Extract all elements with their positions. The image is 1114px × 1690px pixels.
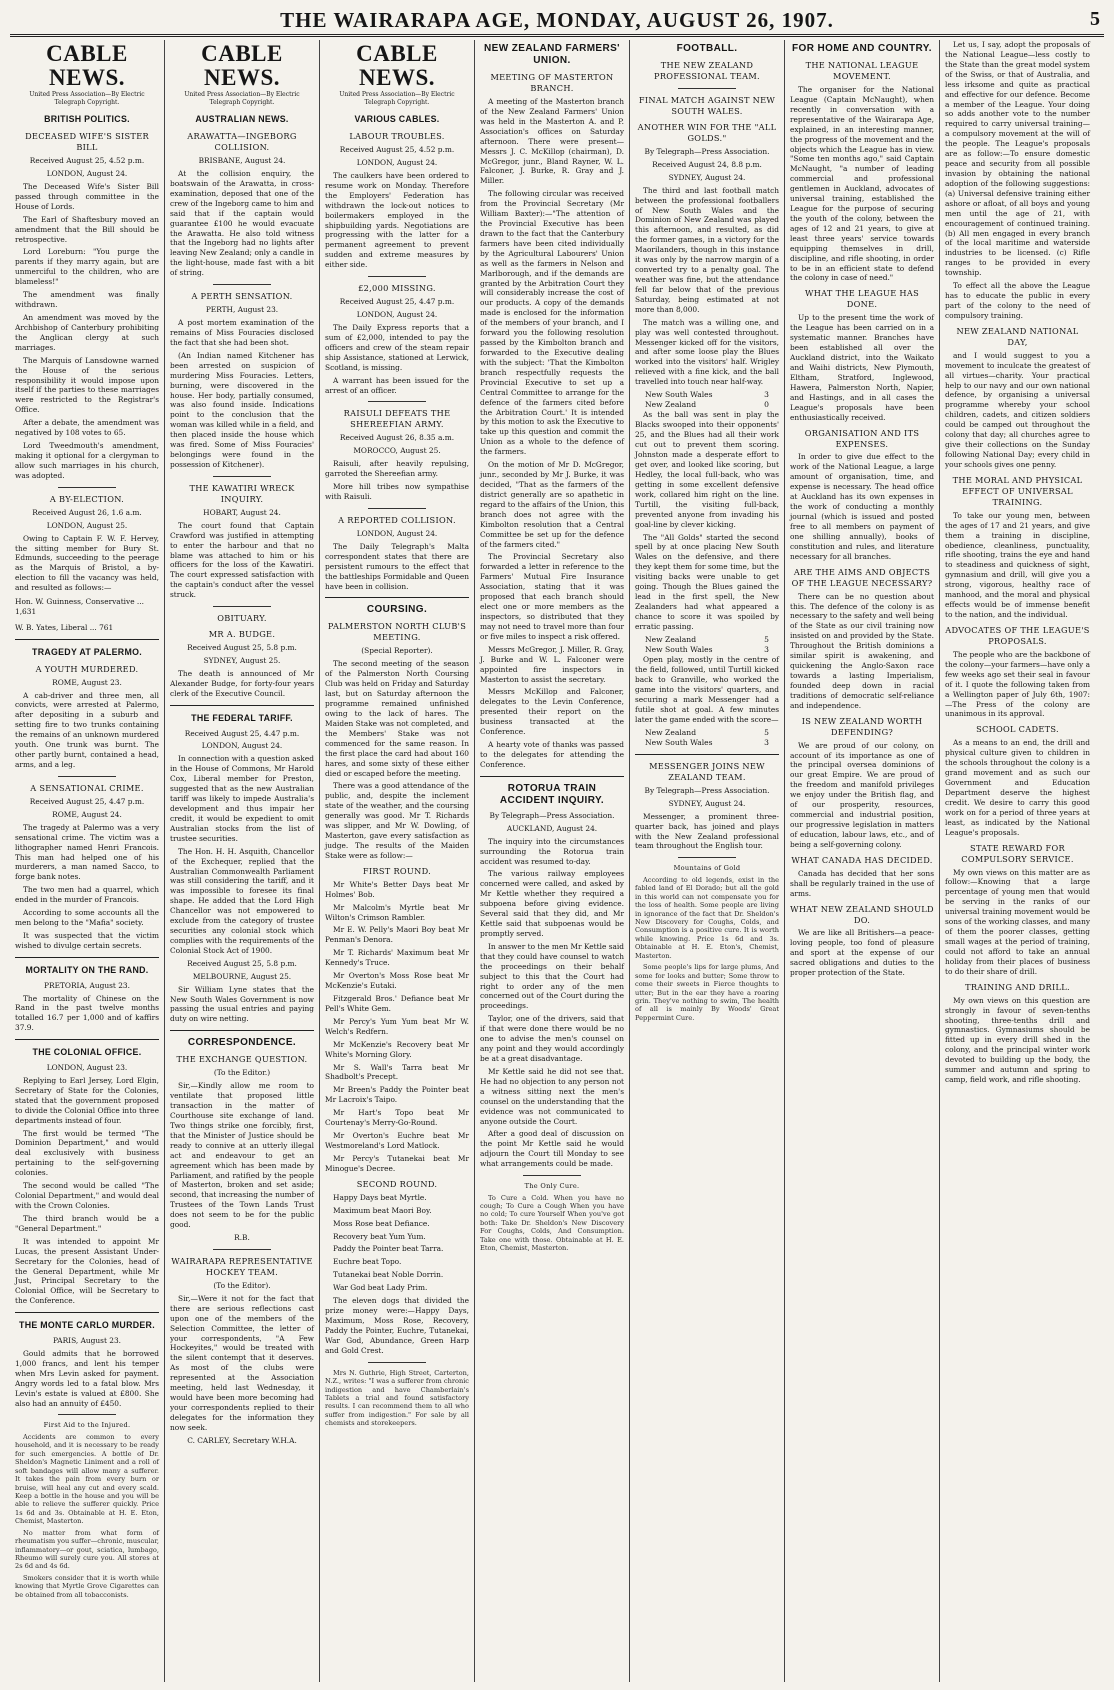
dateline: MELBOURNE, August 25.	[192, 971, 292, 981]
advert-text: According to old legends, exist in the fabled land of El Dorado; but all the gold in this world can not compensate you for the loss of health. Some people are living in ignorance of the fact that Dr. Sheldon's New Discovery for Coughs, Colds, and Consumption is a positive cure. It is worth while knowing. Price 1s 6d and 3s. Obtainable at H. E. Eton's, Chemist, Masterton.	[635, 875, 779, 960]
credit-line: United Press Association—By Electric Telegraph Copyright.	[339, 91, 455, 107]
dateline: LONDON, August 23.	[46, 1063, 128, 1072]
team-name: New South Wales	[645, 390, 713, 400]
received-line: Received August 25, 5.8 p.m.	[187, 958, 297, 968]
list-item: Maximum beat Maori Boy.	[333, 1205, 432, 1215]
column-heading: CABLE NEWS.	[201, 41, 283, 91]
section-heading: FOR HOME AND COUNTRY.	[792, 43, 932, 54]
advert-title: Mountains of Gold	[673, 864, 741, 873]
divider	[213, 1249, 271, 1250]
newspaper-title: THE WAIRARAPA AGE, MONDAY, AUGUST 26, 1907.	[280, 7, 834, 32]
list-item: Mr Malcolm's Myrtle beat Mr Wilton's Crimson Rambler.	[325, 902, 469, 922]
masthead	[10, 6, 1104, 37]
team-score: 3	[764, 737, 769, 747]
paragraph: To take our young men, between the ages of 17 and 21 years, and give them a training in discipline, obedience, cleanliness, punctuality, rifle shooting, trains the eye and hand to steadiness and quickness of sight, gymnasium and drill, will give you a strong, vigorous, healthy race of manhood, and the moral and physical effects would be of immense benefit to the nation, and the individual.	[945, 510, 1090, 620]
divider	[15, 639, 159, 640]
paragraph: A meeting of the Masterton branch of the New Zealand Farmers' Union was held in the Masterton A. and P. Association's offices on Saturday afternoon. There were present—Messrs J. C. McKillop (chairman), D. McGregor, junr., Bland Rayner, W. L. Falconer, J. Burke, R. Gray and J. Miller.	[480, 96, 624, 186]
story-title: A REPORTED COLLISION.	[338, 514, 456, 525]
dateline: AUCKLAND, August 24.	[506, 823, 598, 833]
received-line: Received August 26, 8.35 a.m.	[339, 433, 455, 443]
dateline: PARIS, August 23.	[52, 1335, 122, 1345]
paragraph: My own views on this question are strongly in favour of seven-tenths shooting, three-tenths drill and gymnastics. Gymnasiums should be fitted up in every drill shed in the colony, and the principal winter work devoted to building up the body, the summer and autumn and spring to camp, field work, and rifle shooting.	[945, 995, 1090, 1085]
received-line: Received August 25, 5.8 p.m.	[187, 643, 297, 653]
story-title: WHAT NEW ZEALAND SHOULD DO.	[790, 903, 934, 925]
dateline: MOROCCO, August 25.	[353, 446, 441, 456]
paragraph: The match was a willing one, and play was well contested throughout. Messenger kicked off for the visitors, and after some loose play the Blues worked into the visitors' half. Wrigley relieved with a fine kick, and the ball travelled into touch near half-way.	[635, 317, 779, 387]
paragraph: The tragedy at Palermo was a very sensational crime. The victim was a lithographer named Henri Francois. This man had helped one of his murderers, a man named Sacco, to forge bank notes.	[15, 822, 159, 882]
team-score: 3	[764, 644, 769, 654]
list-item: War God beat Lady Prim.	[333, 1283, 428, 1293]
score-line	[635, 390, 779, 400]
column-1	[10, 40, 165, 1682]
story-subtitle: THE NATIONAL LEAGUE MOVEMENT.	[805, 60, 919, 81]
section-heading: VARIOUS CABLES.	[354, 114, 440, 125]
credit-line: United Press Association—By Electric Telegraph Copyright.	[29, 91, 145, 107]
list-item: Mr McKenzie's Recovery beat Mr White's Morning Glory.	[325, 1039, 469, 1059]
paragraph: and I would suggest to you a movement to inculcate the greatest of all virtues—charity. Your practical help to our navy and our own national defence, by organising a universal programme whereby your school children, cadets, and citizen soldiers could be camped out throughout the colony that day; all churches agree to give their collections on the Sunday following National Day; every child in your schools gives one penny.	[945, 350, 1090, 469]
section-heading: AUSTRALIAN NEWS.	[195, 114, 289, 125]
byline: By Telegraph—Press Association.	[644, 785, 770, 795]
dateline: SYDNEY, August 25.	[203, 656, 281, 666]
received-line: Received August 25, 4.47 p.m.	[29, 796, 145, 806]
paragraph: The court found that Captain Crawford was justified in attempting to enter the harbour and that no blame was attached to him or his officers for the loss of the Kawatiri. The court expressed satisfaction with the captain's conduct after the vessel struck.	[170, 520, 314, 600]
divider	[635, 754, 779, 755]
paragraph: A warrant has been issued for the arrest of an officer.	[325, 375, 469, 395]
column-heading: CABLE NEWS.	[46, 41, 128, 91]
paragraph: The third branch would be a "General Department."	[15, 1213, 159, 1233]
divider	[678, 857, 736, 858]
paragraph: There was a good attendance of the public, and, despite the inclement state of the weather, and the coursing generally was good. Mr T. Richards was slipper, and Mr W. Dowling, of Masterton, gave every satisfaction as judge. The results of the Maiden Stake were as follow:—	[325, 781, 469, 860]
divider	[368, 1362, 426, 1363]
story-title: LABOUR TROUBLES.	[349, 131, 445, 142]
dateline: HOBART, August 24.	[203, 507, 281, 517]
paragraph: The people who are the backbone of the colony—your farmers—have only a few weeks ago set their seal in favour of it. I quote the following taken from a Wellington paper of July 6th, 1907:—The Press of the colony are unanimous in its approval.	[945, 649, 1090, 719]
round-heading: FIRST ROUND.	[362, 865, 432, 876]
election-result: W. B. Yates, Liberal ... 761	[15, 622, 114, 632]
list-item: Recovery beat Yum Yum.	[333, 1231, 426, 1241]
story-title: A PERTH SENSATION.	[191, 291, 293, 302]
paragraph: The Marquis of Lansdowne warned the House of the serious responsibility it would impose upon itself if the parties to these marriages were restricted to the Registrar's Office.	[15, 355, 159, 415]
advert-text: Smokers consider that it is worth while knowing that Myrtle Grove Cigarettes can be obtained from all tobacconists.	[15, 1573, 159, 1599]
divider	[480, 776, 624, 777]
column-6	[785, 40, 940, 1682]
dateline: LONDON, August 24.	[356, 528, 438, 538]
paragraph: We are like all Britishers—a peace-loving people, too fond of pleasure and sport at the expense of our sacred obligations and duties to the proper protection of the State.	[790, 928, 934, 978]
column-5	[630, 40, 785, 1682]
advert-text: To Cure a Cold. When you have no cough; To Cure a Cough When you have no cold; To cure Yourself When you've got both: Take Dr. Sheldon's New Discovery For Coughs, Colds, And Consumption. Take one with those. Obtainable at H. E. Eton, Chemist, Masterton.	[480, 1193, 624, 1253]
team-score: 3	[764, 390, 769, 400]
divider	[368, 401, 426, 402]
paragraph: According to some accounts all the men belong to the "Mafia" society.	[15, 908, 159, 928]
paragraph: Lord Loreburn: "You purge the parents if they marry again, but are unmerciful to the children, who are blameless!"	[15, 247, 159, 287]
paragraph: On the motion of Mr D. McGregor, junr., seconded by Mr J. Burke, it was decided, "That as the farmers of the district generally are so apathetic in regard to the affairs of the Union, this branch does not agree with the Kimbolton resolution that a Central Committee be set up for the defence of the farmers cited."	[480, 460, 624, 549]
paragraph: The "All Golds" started the second spell by at once placing New South Wales on the defensive, and there they kept them for some time, but the visiting backs were unable to get going. Though the Blues gained the lead in the first spell, the New Zealanders had what appeared a chance to score it was spoiled by erratic passing.	[635, 532, 779, 631]
story-title: IS NEW ZEALAND WORTH DEFENDING?	[801, 715, 923, 737]
section-heading: NEW ZEALAND FARMERS' UNION.	[484, 43, 620, 66]
story-title: WHAT CANADA HAS DECIDED.	[791, 854, 933, 865]
story-title: STATE REWARD FOR COMPULSORY SERVICE.	[961, 842, 1074, 864]
divider	[15, 1312, 159, 1313]
paragraph: The various railway employees concerned were called, and asked by Mr Kettle whether they required a subpoena before giving evidence. Several said that they did, and Mr Kettle said that subpoenas would be promptly served.	[480, 869, 624, 938]
dateline: LONDON, August 24.	[356, 310, 438, 320]
team-score: 0	[764, 400, 769, 410]
columns	[10, 40, 1104, 1682]
column-7	[940, 40, 1095, 1682]
paragraph: As a means to an end, the drill and physical culture given to children in the schools throughout the colony is a grand movement and as such our Government and Education Department deserve the highest credit. We desire to carry this good work on for a period of three years at least, as indicated by the National League's proposals.	[945, 738, 1090, 837]
divider	[15, 957, 159, 958]
story-title: ADVOCATES OF THE LEAGUE'S PROPOSALS.	[945, 624, 1090, 646]
story-title: NEW ZEALAND NATIONAL DAY,	[956, 325, 1079, 347]
list-item: Tutanekai beat Noble Dorrin.	[333, 1270, 444, 1280]
dateline: LONDON, August 24.	[356, 158, 438, 168]
list-item: Mr Overton's Moss Rose beat Mr McKenzie's Eutaki.	[325, 971, 469, 991]
column-heading: CABLE NEWS.	[356, 41, 438, 91]
list-item: Mr Percy's Tutanekai beat Mr Minogue's Decree.	[325, 1153, 469, 1173]
story-title: ARAWATTA—INGEBORG COLLISION.	[187, 131, 297, 153]
advert-text: No matter from what form of rheumatism you suffer—chronic, muscular, inflammatory—or gout, sciatica, lumbago, Rheumo will surely cure you. All stores at 2s 6d and 4s 6d.	[15, 1528, 159, 1571]
dateline: LONDON, August 24.	[201, 741, 283, 751]
reporter-note: (Special Reporter).	[361, 646, 433, 656]
received-line: Received August 26, 1.6 a.m.	[32, 507, 142, 517]
list-item: Mr S. Wall's Tarra beat Mr Shadbolt's Precept.	[325, 1062, 469, 1082]
column-3	[320, 40, 475, 1682]
paragraph: After a good deal of discussion on the point Mr Kettle said he would adjourn the Court till Monday to see what arrangements could be made.	[480, 1129, 624, 1169]
paragraph: It was intended to appoint Mr Lucas, the present Assistant Under-Secretary for the Colonies, head of the General Department, while Mr Just, Principal Secretary to the Colonial Office, will be Secretary to the Conference.	[15, 1236, 159, 1306]
section-heading: THE MONTE CARLO MURDER.	[19, 1320, 155, 1331]
paragraph: The third and last football match between the professional footballers of New South Wales and the Dominion of New Zealand was played this afternoon, and resulted, as did the former games, in a victory for the Maorilanders, though in this instance it was only by the narrow margin of a converted try to a penalty goal. The weather was fine, but the attendance fell far below that of the previous Saturday, being estimated at not more than 8,000.	[635, 185, 779, 314]
story-title: SCHOOL CADETS.	[976, 724, 1059, 735]
story-subtitle: ANOTHER WIN FOR THE "ALL GOLDS."	[637, 121, 777, 143]
paragraph: (An Indian named Kitchener has been arrested on suspicion of murdering Miss Fouracies. Letters, burning, were discovered in the house. Her body, partially consumed, was also found inside. Indications point to the conclusion that the woman was killed while in a field, and then placed inside the house which was fired. Some of Miss Fouracies' belongings were found in the possession of Kitchener).	[170, 350, 314, 469]
paragraph: The organiser for the National League (Captain McNaught), when recently in conversation with a representative of the Wairarapa Age, explained, in an interesting manner, the progress of the movement and the objects which the League has in view. "Some ten months ago," said Captain McNaught, "a number of leading commercial and professional gentlemen in Auckland, advocates of universal training, established the League for the purpose of securing the youth of the colony, between the ages of 12 and 21 years, to give at least three years' service towards equipping themselves in drill, discipline, and rifle shooting, in order to be in an efficient state to defend the colony in case of need."	[790, 84, 934, 283]
paragraph: More hill tribes now sympathise with Raisuli.	[325, 482, 469, 502]
section-heading: FOOTBALL.	[676, 43, 738, 54]
score-line	[635, 635, 779, 645]
paragraph: The Earl of Shaftesbury moved an amendment that the Bill should be retrospective.	[15, 214, 159, 244]
list-item: Euchre beat Topo.	[333, 1257, 402, 1267]
paragraph: After a debate, the amendment was negatived by 108 votes to 65.	[15, 418, 159, 438]
list-item: Happy Days beat Myrtle.	[333, 1192, 427, 1202]
dateline: BRISBANE, August 24.	[198, 156, 286, 166]
paragraph: The inquiry into the circumstances surrounding the Rotorua train accident was resumed to-day.	[480, 836, 624, 866]
paragraph: The Daily Express reports that a sum of £2,000, intended to pay the officers and crew of the steam repair ship Assistance, stationed at Lerwick, Scotland, is missing.	[325, 323, 469, 372]
story-title: A BY-ELECTION.	[49, 493, 125, 504]
paragraph: Raisuli, after heavily repulsing, garroted the Shereefian army.	[325, 459, 469, 479]
paragraph: We are proud of our colony, on account of its importance as one of the principal oversea dominions of our great Empire. We are proud of the freedom and manifold privileges we enjoy under the British flag, and of our prosperity, resources, commercial and industrial position, our progressive legislation in matters of education, labour laws, etc., and of being a self-governing colony.	[790, 740, 934, 849]
divider	[678, 88, 736, 89]
story-title: WAIRARAPA REPRESENTATIVE HOCKEY TEAM.	[171, 1255, 313, 1277]
divider	[213, 606, 271, 607]
divider	[368, 508, 426, 509]
dateline: SYDNEY, August 24.	[668, 172, 746, 182]
paragraph: Up to the present time the work of the League has been carried on in a systematic manner. Branches have been established all over the Auckland district, into the Waikato and Waihi districts, New Plymouth, Eltham, Stratford, Inglewood, Hawera, Palmerston North, Napier, and Hastings, and in all cases the League's proposals have been enthusiastically received.	[790, 313, 934, 422]
story-title: WHAT THE LEAGUE HAS DONE.	[805, 288, 919, 310]
paragraph: The amendment was finally withdrawn.	[15, 290, 159, 310]
score-line	[635, 645, 779, 655]
story-subtitle: THE EXCHANGE QUESTION.	[176, 1054, 308, 1065]
paragraph: It was suspected that the victim wished to divulge certain secrets.	[15, 930, 159, 950]
paragraph: Mr Kettle said he did not see that. He had no objection to any person not a witness sitting next the men's counsel on the understanding that the evidence was not communicated to anyone outside the Court.	[480, 1066, 624, 1126]
advert-text: Some people's lips for large plums, And some for looks and butter; Some throw to come their sweets in Fierce thoughts to utter; But in the ear they have a roaring grin. They've nothing to swim, The health of all is mainly By Woods' Great Peppermint Cure.	[635, 963, 779, 1022]
list-item: Mr Hart's Topo beat Mr Courtenay's Merry-Go-Round.	[325, 1108, 469, 1128]
team-name: New South Wales	[645, 644, 713, 654]
score-line	[635, 728, 779, 738]
story-title: THE KAWATIRI WRECK INQUIRY.	[189, 482, 295, 504]
paragraph: In answer to the men Mr Kettle said that they could have counsel to watch the proceedings on their behalf subject to this that the Court had right to order any of the men concerned out of the Court during the proceedings.	[480, 941, 624, 1011]
paragraph: The second would be called "The Colonial Department," and would deal with the Crown Colonies.	[15, 1181, 159, 1210]
section-heading: MORTALITY ON THE RAND.	[25, 964, 149, 975]
list-item: Mr T. Richards' Maximum beat Mr Kennedy's Truce.	[325, 948, 469, 968]
received-line: Received August 24, 8.8 p.m.	[652, 159, 762, 169]
divider	[325, 597, 469, 598]
received-line: Received August 25, 4.52 p.m.	[339, 145, 455, 155]
paragraph: In connection with a question asked in the House of Commons, Mr Harold Cox, Liberal member for Preston, suggested that as the new Australian tariff was likely to impede Australia's development and thus impair her credit, it would be expedient to omit Australian stocks from the list of trustee securities.	[170, 754, 314, 843]
paragraph: In order to give due effect to the work of the National League, a large amount of organisation, time, and expense is necessary. The head office at Auckland has its own expenses in the work of conducting a monthly journal (which is issued and posted free to all members on payment of one shilling annually), books of constitution and rules, and literature necessary for all branches.	[790, 452, 934, 561]
letter-signature: C. CARLEY, Secretary W.H.A.	[187, 1435, 297, 1445]
column-4	[475, 40, 630, 1682]
paragraph: A cab-driver and three men, all convicts, were arrested at Palermo, after depositing in a suburb and setting fire to two trunks containing the remains of an unknown murdered youth. One trunk was burnt. The other partly burnt, contained a head, arms, and a leg.	[15, 690, 159, 770]
paragraph: A hearty vote of thanks was passed to the delegates for attending the Conference.	[480, 740, 624, 769]
divider	[170, 705, 314, 706]
list-item: Mr E. W. Pelly's Maori Boy beat Mr Penman's Denora.	[325, 925, 469, 945]
divider	[15, 1039, 159, 1040]
paragraph: The death is announced of Mr Alexander Budge, for forty-four years clerk of the Executive Council.	[170, 668, 314, 698]
team-score: 5	[764, 634, 769, 644]
received-line: Received August 25, 4.47 p.m.	[339, 297, 455, 307]
received-line: Received August 25, 4.52 p.m.	[29, 156, 145, 166]
paragraph: My own views on this matter are as follow:—Knowing that a large percentage of young men that would be serving in the ranks of our universal training movement would be sons of the working classes, and many of them the poorer classes, getting small wages at the period of training, could not afford to take an annual holiday from their places of business to do their share of drill.	[945, 867, 1090, 976]
team-name: New South Wales	[645, 737, 713, 747]
paragraph: Canada has decided that her sons shall be regularly trained in the use of arms.	[790, 868, 934, 898]
paragraph: Let us, I say, adopt the proposals of the National League—less costly to the State than the great model system of the Swiss, or that of Australia, and less irksome and quite as practical and effective for our defence. Become a member of the League. Your doing so adds another vote to the number required to carry universal training—a compulsory movement at the will of the people. The League's proposals are as follow:—To ensure domestic peace and security from all possible invasion by obtaining the national adoption of the following suggestions: (a) Universal defensive training either ashore or afloat, of all boys and young men until the age of 21, with encouragement of continued training. (b) All men engaged in every branch of the local maritime and waterside industries to be licensed. (c) Rifle ranges to be provided in every township.	[945, 40, 1090, 278]
paragraph: The Provincial Secretary also forwarded a letter in reference to the Farmers' Mutual Fire Insurance Association, stating that it was proposed that each branch should elect one or more members as the inspectors, so distributed that they may not need to travel more than four or five miles to inspect a risk offered.	[480, 552, 624, 641]
paragraph: Lord Tweedmouth's amendment, making it optional for a clergyman to allow such marriages in his church, was adopted.	[15, 441, 159, 480]
page-number: 5	[1090, 8, 1100, 30]
divider	[58, 776, 116, 777]
divider	[213, 284, 271, 285]
paragraph: The Deceased Wife's Sister Bill passed through committee in the House of Lords.	[15, 181, 159, 211]
paragraph: Sir,—Kindly allow me room to ventilate that proposed little transaction in the matter of Courthouse site exchange of land. Two things strike one forcibly, first, that the Minister of Justice should be ready to connive at an utterly illegal act and endeavour to get an agreement which has been made by Parliament, and ratified by the people of Masterton, broken and set aside; second, that increasing the number of Trustees of the Town Lands Trust does not seem to be for the public good.	[170, 1081, 314, 1230]
paragraph: The Hon. H. H. Asquith, Chancellor of the Exchequer, replied that the Australian Commonwealth Parliament was still considering the tariff, and it was impossible to foresee its final shape. He added that the Lord High Chancellor was not empowered to exclude from the category of trustee securities any colonial stock which complies with the requirements of the Colonial Stock Act of 1900.	[170, 846, 314, 955]
paragraph: At the collision enquiry, the boatswain of the Arawatta, in cross-examination, deposed that one of the crew of the Ingeborg came to him and said that if the captain would guarantee £100 he would evacuate the Arawatta. He also told witness that the Ingeborg had no lights after leaving New Zealand; only a candle in the light-house, made fast with a bit of string.	[170, 169, 314, 278]
story-title: TRAINING AND DRILL.	[965, 981, 1070, 992]
advert-title: First Aid to the Injured.	[43, 1421, 131, 1430]
dateline: LONDON, August 25.	[46, 520, 128, 530]
paragraph: The eleven dogs that divided the prize money were:—Happy Days, Maximum, Moss Rose, Recovery, Paddy the Pointer, Euchre, Tutanekai, War God, Abundance, Green Harp and Gold Crest.	[325, 1296, 469, 1355]
paragraph: The mortality of Chinese on the Rand in the past twelve months totalled 16.7 per 1,000 and of kaffirs 37.9.	[15, 993, 159, 1033]
dateline: PRETORIA, August 23.	[44, 980, 130, 990]
divider	[523, 1175, 581, 1176]
story-title: DECEASED WIFE'S SISTER BILL	[25, 131, 149, 153]
story-title: ARE THE AIMS AND OBJECTS OF THE LEAGUE NECESSARY?	[791, 566, 933, 588]
paragraph: The following circular was received from the Provincial Secretary (Mr William Baxter):—"The attention of the Provincial Executive has been drawn to the fact that the Canterbury farmers have been cited individually by the Agricultural Labourers' Union as well as the farmers in Nelson and Marlborough, and if the demands are granted by the Arbitration Court they will considerably increase the cost of our products. A copy of the demands made is enclosed for the information of the members of your branch, and I forward you the following resolution passed by the Kimbolton branch and forwarded to the Executive dealing with the subject: 'That the Kimbolton branch respectfully requests the Provincial Executive to set up a Central Committee to arrange for the defence of the farmers cited before the Arbitration Court.' It is intended by this motion to ask the Executive to take up this question and commit the Union as a whole to the defence of the farmers.	[480, 189, 624, 457]
divider	[368, 276, 426, 277]
section-heading: CORRESPONDENCE.	[187, 1037, 297, 1049]
score-line	[635, 400, 779, 410]
paragraph: Owing to Captain F. W. F. Hervey, the sitting member for Bury St. Edmunds, succeeding to the peerage as the Marquis of Bristol, a by-election to fill the vacancy was held, and resulted as follows:—	[15, 533, 159, 593]
dateline: ROME, August 24.	[52, 809, 122, 819]
advert-text: Accidents are common to every household, and it is necessary to be ready for such emergencies. A bottle of Dr. Sheldon's Magnetic Liniment and a roll of soft bandages will allow many a sufferer. It takes the pain from every burn or bruise, will heal any cut and every scald. Keep a bottle in the house and you will be able to relieve the sufferer quickly. Price 1s 6d and 3s. Obtainable at H. E. Eton, Chemist, Masterton.	[15, 1432, 159, 1526]
paragraph: Sir William Lyne states that the New South Wales Government is now passing the usual entries and paying duty on wire netting.	[170, 984, 314, 1024]
story-title: RAISULI DEFEATS THE SHEREEFIAN ARMY.	[343, 408, 451, 430]
section-heading: BRITISH POLITICS.	[44, 114, 130, 125]
round-heading: SECOND ROUND.	[356, 1178, 438, 1189]
section-heading: COURSING.	[366, 604, 428, 616]
list-item: Fitzgerald Bros.' Defiance beat Mr Pell's White Gem.	[325, 994, 469, 1013]
divider	[58, 1414, 116, 1415]
story-subtitle: THE NEW ZEALAND PROFESSIONAL TEAM.	[654, 60, 760, 81]
paragraph: The caulkers have been ordered to resume work on Monday. Therefore the Employers' Federation has withdrawn the lock-out notices to boilermakers employed in the shipbuilding yards. Negotiations are progressing with the latter for a permanent agreement to prevent sudden and extreme measures by either side.	[325, 170, 469, 270]
letter-salutation: (To the Editor).	[213, 1280, 271, 1290]
paragraph: Messenger, a prominent three-quarter back, has joined and plays with the New Zealand professional team throughout the English tour.	[635, 811, 779, 851]
list-item: Mr Overton's Euchre beat Mr Westmoreland's Lord Matlock.	[325, 1131, 469, 1150]
column-2	[165, 40, 320, 1682]
advert-title: The Only Cure.	[524, 1182, 580, 1191]
paragraph: Messrs McKillop and Falconer, delegates to the Levin Conference, presented their report on the business transacted at the Conference.	[480, 687, 624, 737]
paragraph: The Daily Telegraph's Malta correspondent states that there are persistent rumours to the effect that the battleships Formidable and Queen have been in collision.	[325, 541, 469, 591]
story-title: £2,000 MISSING.	[358, 283, 436, 294]
story-title: ORGANISATION AND ITS EXPENSES.	[804, 427, 920, 449]
paragraph: Sir,—Were it not for the fact that there are serious reflections cast upon one of the members of the Selection Committee, the letter of your correspondents, "A Few Hockeyites," would be treated with the silent contempt that it deserves. As most of the clubs were represented at the Association meeting, held last Wednesday, it would have been more becoming had your correspondents replied to their delegates for the information they now seek.	[170, 1293, 314, 1432]
divider	[213, 476, 271, 477]
received-line: Received August 25, 4.47 p.m.	[184, 728, 300, 738]
paragraph: The first would be termed "The Dominion Department," and would deal exclusively with business pertaining to the self-governing colonies.	[15, 1128, 159, 1178]
team-name: New Zealand	[645, 400, 697, 410]
paragraph: Replying to Earl Jersey, Lord Elgin, Secretary of State for the Colonies, stated that the government proposed to divide the Colonial Office into three departments instead of four.	[15, 1075, 159, 1125]
paragraph: Gould admits that he borrowed 1,000 francs, and lent his temper when Mrs Levin asked for payment. Angry words led to a fatal blow. Mrs Levin's estate is valued at £800. She also had an annuity of £450.	[15, 1348, 159, 1408]
story-title: A YOUTH MURDERED.	[35, 663, 139, 674]
byline: By Telegraph—Press Association.	[489, 810, 615, 820]
paragraph: To effect all the above the League has to educate the public in every part of the colony to the need of compulsory training.	[945, 281, 1090, 320]
story-subtitle: PALMERSTON NORTH CLUB'S MEETING.	[327, 621, 467, 643]
story-title: FINAL MATCH AGAINST NEW SOUTH WALES.	[638, 94, 776, 116]
paragraph: An amendment was moved by the Archbishop of Canterbury prohibiting the Anglican clergy at such marriages.	[15, 313, 159, 352]
story-subtitle: MR A. BUDGE.	[208, 629, 276, 640]
story-title: THE MORAL AND PHYSICAL EFFECT OF UNIVERSAL TRAINING.	[952, 474, 1083, 507]
paragraph: There can be no question about this. The defence of the colony is as necessary to the safety and well being of the State as our civil training now insisted on and provided by the State. Throughout the British dominions a similar spirit is awakening, and quickening the Anglo-Saxon race towards a lasting Imperialism, founded deep down in racial traditions of democratic self-reliance and independence.	[790, 591, 934, 710]
list-item: Paddy the Pointer beat Tarra.	[333, 1244, 444, 1254]
list-item: Mr Percy's Yum Yum beat Mr W. Welch's Redfern.	[325, 1016, 469, 1036]
section-heading: TRAGEDY AT PALERMO.	[32, 646, 142, 657]
credit-line: United Press Association—By Electric Telegraph Copyright.	[184, 91, 300, 107]
dateline: ROME, August 23.	[52, 677, 122, 687]
paragraph: Messrs McGregor, J. Miller, R. Gray, J. Burke and W. L. Falconer were appointed fire inspectors in Masterton to assist the secretary.	[480, 644, 624, 684]
dateline: SYDNEY, August 24.	[668, 798, 746, 808]
paragraph: Taylor, one of the drivers, said that if that were done there would be no one to advise the men's counsel on any point and they would accordingly be at a great disadvantage.	[480, 1014, 624, 1064]
election-result: Hon. W. Guinness, Conservative ... 1,631	[15, 597, 144, 617]
list-item: Moss Rose beat Defiance.	[333, 1218, 430, 1228]
paragraph: The two men had a quarrel, which ended in the murder of Francois.	[15, 885, 159, 905]
list-item: Mr White's Better Days beat Mr Holmes' Bob.	[325, 879, 469, 899]
team-score: 5	[764, 727, 769, 737]
section-heading: THE FEDERAL TARIFF.	[191, 712, 293, 723]
letter-salutation: (To the Editor.)	[213, 1068, 271, 1078]
story-subtitle: MEETING OF MASTERTON BRANCH.	[490, 72, 614, 93]
section-heading: ROTORUA TRAIN ACCIDENT INQUIRY.	[499, 782, 605, 806]
list-item: Mr Breen's Paddy the Pointer beat Mr Lacroix's Taipo.	[325, 1085, 469, 1105]
divider	[58, 487, 116, 488]
dateline: LONDON, August 24.	[46, 169, 128, 179]
divider	[170, 1030, 314, 1031]
advert-text: Mrs N. Guthrie, High Street, Carterton, N.Z., writes: "I was a sufferer from chronic indigestion and have Chamberlain's Tablets a trial and found satisfactory results. I can recommend them to all who suffer from indigestion." For sale by all chemists and storekeepers.	[325, 1368, 469, 1428]
paragraph: A post mortem examination of the remains of Miss Fouracies disclosed the fact that she had been shot.	[170, 318, 314, 347]
section-heading: THE COLONIAL OFFICE.	[32, 1047, 142, 1058]
paragraph: As the ball was sent in play the Blacks swooped into their opponents' 25, and the Blues had all their work cut out to prevent them scoring. Johnston made a desperate effort to get over, and looked like scoring, but Hedley, the local full-back, who was getting in some excellent defensive work, collared him right on the line. Turtill, the visiting full-back, prevented anyone from invading his goal-line by clever kicking.	[635, 410, 779, 529]
score-line	[635, 738, 779, 748]
byline: By Telegraph—Press Association.	[644, 146, 770, 156]
dateline: PERTH, August 23.	[205, 305, 279, 315]
team-name: New Zealand	[645, 634, 697, 644]
letter-signature: R.B.	[234, 1233, 250, 1243]
story-title: A SENSATIONAL CRIME.	[30, 782, 144, 793]
team-name: New Zealand	[645, 727, 697, 737]
paragraph: The second meeting of the season of the Palmerston North Coursing Club was held on Friday and Saturday last, but on Saturday afternoon the programme remained unfinished owing to the lack of hares. The Maiden Stake was not completed, and the Members' Stake was not commenced for the same reason. In the first place the card had about 160 hares, and some sixty of these either died or escaped before the meeting.	[325, 659, 469, 778]
story-title: MESSENGER JOINS NEW ZEALAND TEAM.	[649, 760, 765, 782]
paragraph: Open play, mostly in the centre of the field, followed, until Turtill kicked back to Granville, who worked the game into the visitors' quarters, and securing a mark Messenger had a futile shot at goal. A few minutes later the game ended with the score—	[635, 655, 779, 724]
story-title: OBITUARY.	[217, 613, 267, 624]
